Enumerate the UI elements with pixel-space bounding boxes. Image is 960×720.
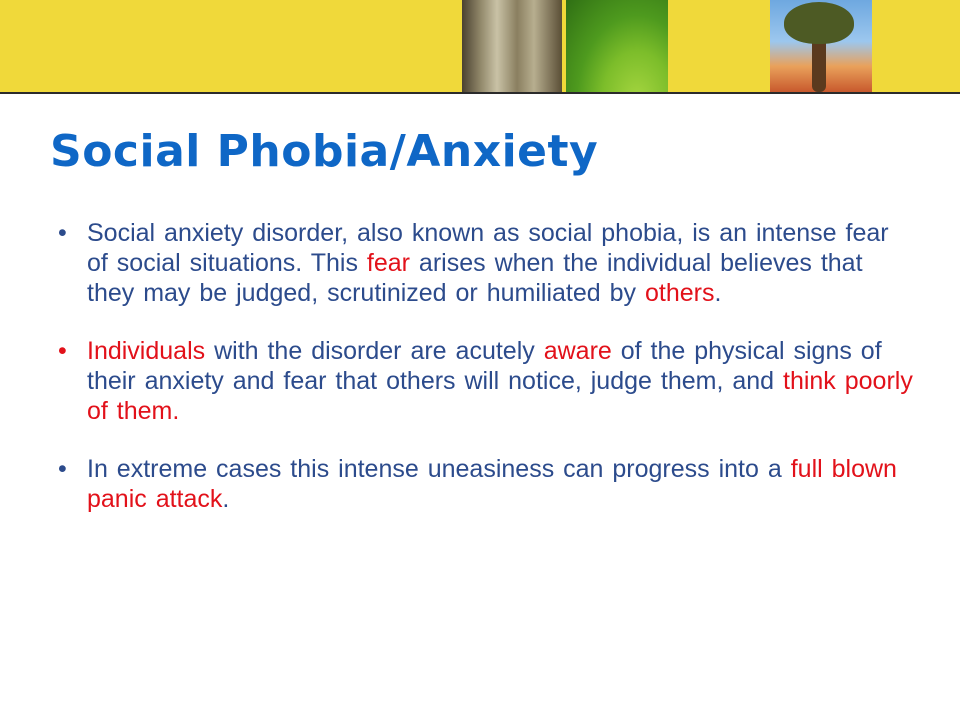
- green-hills-photo: [566, 0, 668, 92]
- slide-title: Social Phobia/Anxiety: [50, 126, 599, 177]
- emphasis-text: full blown panic attack: [87, 455, 897, 513]
- tree-crown-shape: [784, 2, 854, 44]
- bullet-text-segment: Social anxiety disorder, also known as social phobia, is an intense fear of social situations. This: [87, 219, 889, 277]
- header-banner: [0, 0, 960, 92]
- bullet-dot-icon: •: [58, 337, 67, 365]
- bullet-item: [58, 218, 918, 308]
- bullet-text-segment: In extreme cases this intense uneasiness can progress into a: [87, 455, 791, 483]
- bullet-text-segment: .: [222, 485, 230, 513]
- bullet-list: [58, 218, 918, 542]
- desert-tree-photo: [770, 0, 872, 92]
- emphasis-text: think poorly of them.: [87, 367, 913, 425]
- bullet-dot-icon: •: [58, 219, 67, 247]
- emphasis-text: aware: [543, 337, 612, 365]
- bullet-text-segment: .: [714, 279, 722, 307]
- bullet-text-segment: of the physical signs of their anxiety and fear that others will notice, judge them, and: [87, 337, 882, 395]
- bullet-item: [58, 336, 918, 426]
- bullet-item: [58, 454, 918, 514]
- bullet-text-segment: with the disorder are acutely: [205, 337, 544, 365]
- curtain-photo: [462, 0, 562, 92]
- emphasis-text: Individuals: [87, 337, 206, 365]
- bullet-dot-icon: •: [58, 455, 67, 483]
- banner-divider: [0, 92, 960, 94]
- emphasis-text: fear: [366, 249, 410, 277]
- emphasis-text: others: [644, 279, 715, 307]
- bullet-text-segment: arises when the individual believes that they may be judged, scrutinized or humiliated by: [87, 249, 863, 307]
